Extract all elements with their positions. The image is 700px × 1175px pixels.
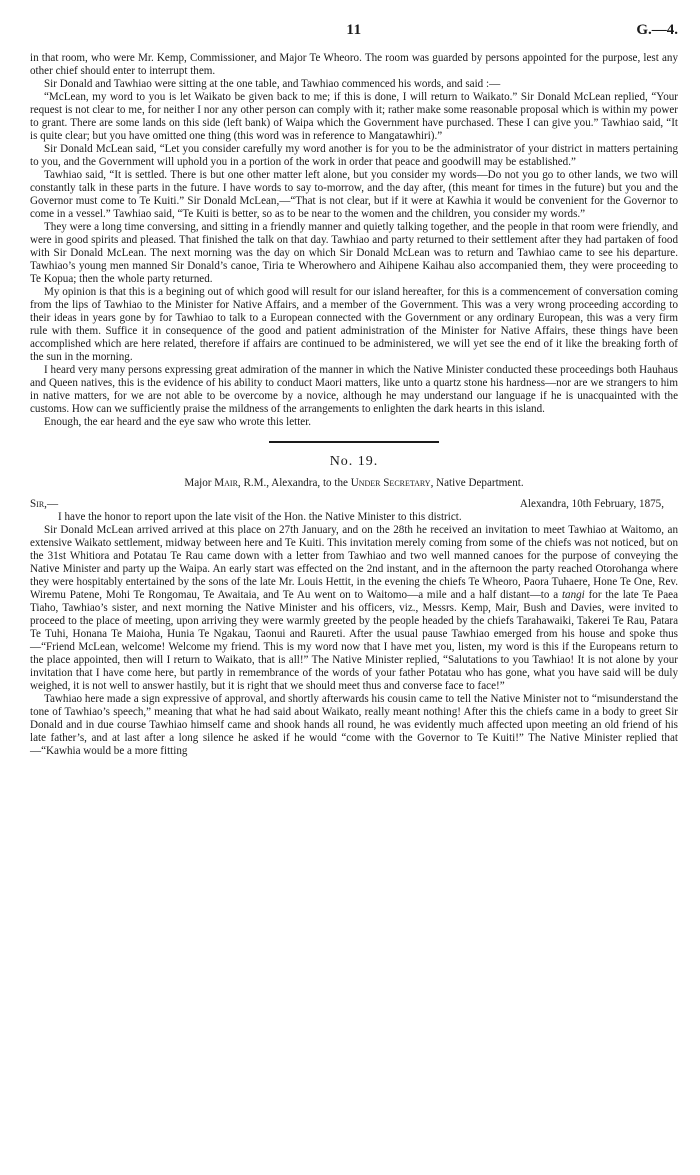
paragraph: Tawhiao said, “It is settled. There is but one other matter left alone, but you consider my words—Do not you go to other lands, we two will constantly talk in these parts in the future. I have words to say to-morrow, and the day after, (this meant for times in the future) but you and the Governor must come to Te Kuiti.” Sir Donald McLean,—“That is not clear, but if it were at Kawhia it would be convenient for the Governor to come in a vessel.” Tawhiao said, “Te Kuiti is better, so as to be near to the women and the children, you consider my words.” [30,169,678,220]
page-header [30,18,678,52]
paragraph-start: Sir Donald McLean arrived arrived at this place on 27th January, and on the 28th he received an invitation to meet Tawhiao at Waitomo, an extensive Waikato settlement, midway between here and Te Kuiti. This invitation merely coming from some of the chiefs was not noticed, but on the 31st Whitiora and Potatau Te Rau came down with a letter from Tawhiao and two well manned canoes for the purpose of conveying the Native Minister and party up the Waipa. An early start was effected on the 2nd instant, and in the afternoon the party reached Otorohanga where they were hospitably entertained by the sons of the late Mr. Louis Hettit, in the evening the chiefs Te Wheoro, Paora Tuhaere, Hone Te One, Rev. Wiremu Patene, Mohi Te Rongomau, Te Awaitaia, and Te Au went on to Waitomo—a mile and a half distant—to a [30,524,678,601]
document-reference: G.—4. [636,22,678,38]
place-date: Alexandra, 10th February, 1875, [519,498,664,510]
paragraph: “McLean, my word to you is let Waikato be given back to me; if this is done, I will return to Waikato.” Sir Donald McLean replied, “Your request is not clear to me, for neither I nor any other person can comply with it; rather make some reasonable proposal which is within my power to grant. There are some lands on this side (left bank) of Waipa which the Government have purchased. These I can give you.” Tawhiao said, “It is quite clear; but you have omitted one thing (this word was in reference to Mangatawhiri).” [30,91,678,142]
paragraph: in that room, who were Mr. Kemp, Commissioner, and Major Te Wheoro. The room was guarded by persons appointed for the purpose, lest any other chief should enter to interrupt them. [30,52,678,77]
paragraph-rest: for the late Te Paea Tiaho, Tawhiao’s sister, and next morning the Native Minister and his officers, viz., Messrs. Kemp, Mair, Bush and Davies, were invited to proceed to the place of meeting, upon arriving they were warmly greeted by the people headed by the chiefs Tarahawaiki, Takerei Te Rau, Patara Te Tuhi, Honana Te Maioha, Hunia Te Ngakau, Taonui and Raureti. After the usual pause Tawhiao emerged from his house and spoke thus—“Friend McLean, welcome! Welcome my friend. This is my word now that I have met you, listen, my word is this if the Europeans return to the place appointed, then will I return to Waikato, that is all!” The Native Minister replied, “Salutations to you Tawhiao! It is not alone by your invitation that I have come here, but partly in remembrance of the words of your father Potatau who has gone, what you have said will be duly weighed, it is not well to answer hastily, but it is right that we should meet thus and converse face to face!” [30,589,678,692]
paragraph: Tawhiao here made a sign expressive of approval, and shortly afterwards his cousin came to tell the Native Minister not to “misunderstand the tone of Tawhiao’s speech,” meaning that what he had said about Waikato, really meant nothing! After this the chiefs came in a body to greet Sir Donald and in due course Tawhiao himself came and shook hands all round, he was evidently much affected upon meeting an old friend of his late father’s, and at last after a long silence he asked if he would “come with the Governor to Te Kuiti!” The Native Minister replied that—“Kawhia would be a more fitting [30,693,678,757]
paragraph: My opinion is that this is a begining out of which good will result for our island hereafter, for this is a commencement of conversation coming from the lips of Tawhiao to the Minister for Native Affairs, and a member of the Government. This was a very wrong proceeding according to their ideas in years gone by for Tawhiao to talk to a European connected with the Government or any ordinary European, this was a very firm rule with them. Suffice it in consequence of the good and patient administration of the Minister for Native Affairs, these things have been accomplished which are here related, therefore if affairs are continued to be administered, we will yet see the end of it like the breaking forth of the sun in the morning. [30,286,678,363]
page-number: 11 [346,22,362,38]
paragraph: I have the honor to report upon the late visit of the Hon. the Native Minister to this district. [58,511,462,523]
heading-recipient: Under Secretary [350,477,431,489]
previous-letter-body [30,52,678,429]
section-divider [269,441,439,443]
heading-author: Mair [214,477,238,489]
heading-middle: , R.M., Alexandra, to the [237,477,351,489]
paragraph: I heard very many persons expressing great admiration of the manner in which the Native Minister conducted these proceedings both Hauhaus and Queen natives, this is the evidence of his ability to conduct Maori matters, like unto a quartz stone his hardness—nor are we strangers to him in native matters, for we are not able to be overcome by a novice, although he may understand our language if he is unacquainted with the customs. How can we sufficiently praise the mildness of the arrangements to enlighten the dark hearts in this island. [30,364,678,415]
paragraph [30,524,678,693]
paragraph: Sir Donald McLean said, “Let you consider carefully my word another is for you to be the administrator of your district in matters pertaining to you, and the Government will uphold you in a portion of the work in order that peace and goodwill may be established.” [30,143,678,168]
tangi-term: tangi [561,589,585,601]
closing-line: Enough, the ear heard and the eye saw who wrote this letter. [44,416,312,428]
salutation-row [30,498,678,511]
heading-suffix: , Native Department. [430,477,524,489]
salutation: Sir,— [30,498,59,510]
letter-19-body [30,511,678,758]
paragraph: They were a long time conversing, and sitting in a friendly manner and quietly talking together, and the people in that room were friendly, and were in good spirits and pleased. That finished the talk on that day. Tawhiao and party returned to their settlement after they had partaken of food with Sir Donald McLean. The next morning was the day on which Sir Donald McLean was to return and Tawhiao came to see his departure. Tawhiao’s young men manned Sir Donald’s canoe, Tiria te Wherowhero and Aihipene Kaihau also accompanied them, they were proceeding to Te Kopua; then the whole party returned. [30,221,678,285]
paragraph: Sir Donald and Tawhiao were sitting at the one table, and Tawhiao commenced his words, and said :— [44,78,501,90]
heading-prefix: Major [184,477,215,489]
letter-heading [30,477,678,490]
letter-number: No. 19. [329,454,379,469]
